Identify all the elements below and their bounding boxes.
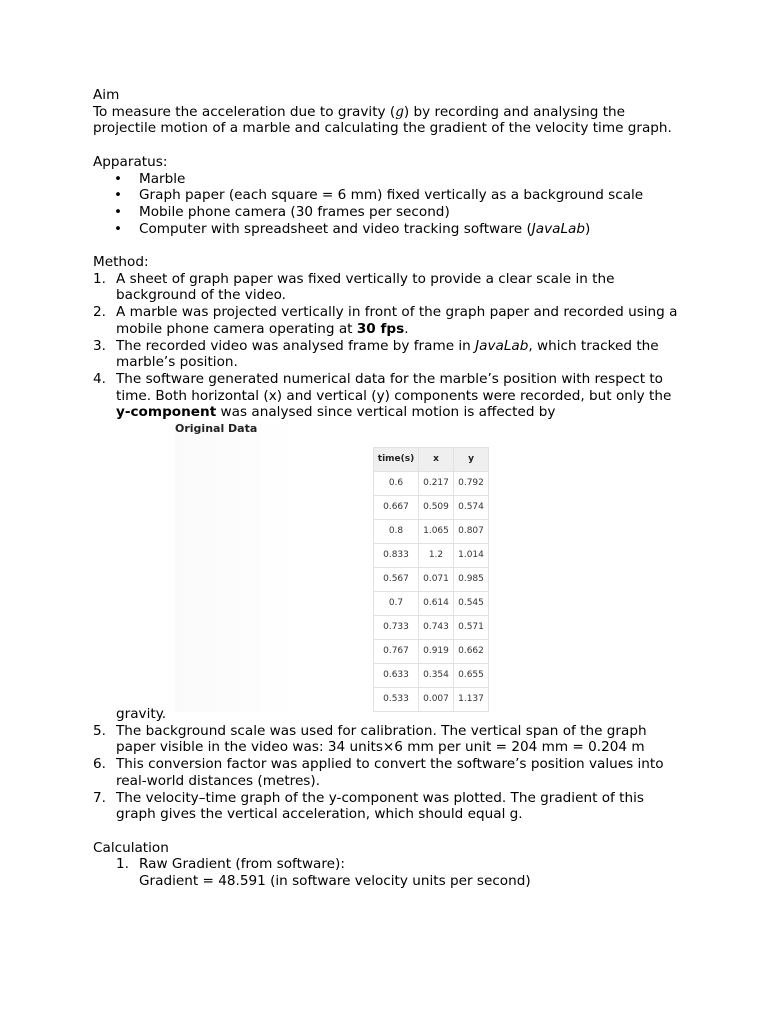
table-row — [374, 544, 489, 568]
list-item: • Graph paper (each square = 6 mm) fixed vertically as a background scale — [93, 187, 683, 204]
table-header-row — [374, 448, 489, 472]
aim-heading: Aim — [93, 87, 120, 103]
table-cell: 0.662 — [454, 640, 489, 664]
list-item: 1. A sheet of graph paper was fixed vertically to provide a clear scale in the background of the video. — [93, 270, 615, 304]
calculation-heading: Calculation — [93, 839, 169, 856]
table-row — [374, 496, 489, 520]
list-item: 3. The recorded video was analysed frame by frame in JavaLab, which tracked the marble’s position. — [93, 337, 659, 371]
table-row — [374, 520, 489, 544]
table-cell: 0.833 — [374, 544, 419, 568]
table-cell: 0.567 — [374, 568, 419, 592]
method-list — [93, 271, 683, 823]
table-cell: 0.574 — [454, 496, 489, 520]
table-cell: 1.014 — [454, 544, 489, 568]
table-cell: 0.743 — [419, 616, 454, 640]
list-item: 7. The velocity–time graph of the y-component was plotted. The gradient of this graph gives the vertical acceleration, which should equal g. — [93, 789, 644, 823]
table-cell: 0.733 — [374, 616, 419, 640]
table-row — [374, 616, 489, 640]
table-row — [374, 664, 489, 688]
table-row — [374, 568, 489, 592]
column-header-time: time(s) — [374, 448, 419, 472]
table-cell: 0.667 — [374, 496, 419, 520]
table-cell: 0.217 — [419, 472, 454, 496]
table-cell: 0.509 — [419, 496, 454, 520]
list-item: • Mobile phone camera (30 frames per second) — [93, 204, 683, 221]
table-row — [374, 640, 489, 664]
table-cell: 0.071 — [419, 568, 454, 592]
list-item: 4. The software generated numerical data for the marble’s position with respect to time. Both horizontal (x) and vertical (y) components were recorded, but only the y-component was analysed since vertical motion is affected by Original Data time(s) x y 0.6 0.217 0.792 0.667 0.509 0.574 0.8 1.065 0.807 0.833 1.2 1.014 0.567 0.071 0.985 0.7 0.614 0.545 0.733 0.743 0.571 0.767 0.919 0.662 0.633 0.354 0.655 0.533 0.007 1.137 gravity. — [93, 371, 683, 723]
table-cell: 0.792 — [454, 472, 489, 496]
table-cell: 0.533 — [374, 688, 419, 712]
calculation-list — [93, 856, 683, 889]
aim-text: To measure the acceleration due to gravity (g) by recording and analysing the projectile motion of a marble and calculating the gradient of the velocity time graph. — [93, 103, 672, 137]
original-data-figure — [175, 422, 491, 712]
gravity-symbol: g — [395, 103, 404, 120]
table-cell: 0.919 — [419, 640, 454, 664]
gradient-value: Gradient = 48.591 (in software velocity units per second) — [139, 873, 531, 890]
table-cell: 1.2 — [419, 544, 454, 568]
list-item: 5. The background scale was used for calibration. The vertical span of the graph paper visible in the video was: 34 units×6 mm per unit = 204 mm = 0.204 m — [93, 722, 647, 756]
list-item: • Marble — [93, 171, 683, 188]
table-cell: 0.354 — [419, 664, 454, 688]
table-cell: 1.137 — [454, 688, 489, 712]
table-cell: 0.985 — [454, 568, 489, 592]
table-cell: 0.767 — [374, 640, 419, 664]
table-cell: 0.6 — [374, 472, 419, 496]
table-cell: 0.807 — [454, 520, 489, 544]
original-data-table — [373, 447, 489, 712]
table-cell: 0.7 — [374, 592, 419, 616]
list-item: 6. This conversion factor was applied to convert the software’s position values into real-world distances (metres). — [93, 756, 664, 789]
list-item: 2. A marble was projected vertically in front of the graph paper and recorded using a mobile phone camera operating at 30 fps. — [93, 304, 678, 337]
table-cell: 0.655 — [454, 664, 489, 688]
table-cell: 0.633 — [374, 664, 419, 688]
table-cell: 0.571 — [454, 616, 489, 640]
table-cell: 1.065 — [419, 520, 454, 544]
table-row — [374, 688, 489, 712]
method-heading: Method: — [93, 254, 149, 270]
apparatus-heading: Apparatus: — [93, 153, 168, 170]
document-body — [93, 87, 683, 890]
table-row — [374, 472, 489, 496]
list-item: 1. Raw Gradient (from software): Gradient = 48.591 (in software velocity units per second) — [116, 856, 531, 890]
step4-continuation: gravity. — [116, 706, 167, 723]
figure-title: Original Data — [175, 422, 258, 436]
table-cell: 0.614 — [419, 592, 454, 616]
column-header-x: x — [419, 448, 454, 472]
table-cell: 0.007 — [419, 688, 454, 712]
original-data-figure-wrap — [116, 422, 683, 706]
list-item: • Computer with spreadsheet and video tracking software (JavaLab) — [93, 221, 683, 238]
table-cell: 0.8 — [374, 520, 419, 544]
table-row — [374, 592, 489, 616]
table-cell: 0.545 — [454, 592, 489, 616]
column-header-y: y — [454, 448, 489, 472]
apparatus-list — [93, 171, 683, 238]
